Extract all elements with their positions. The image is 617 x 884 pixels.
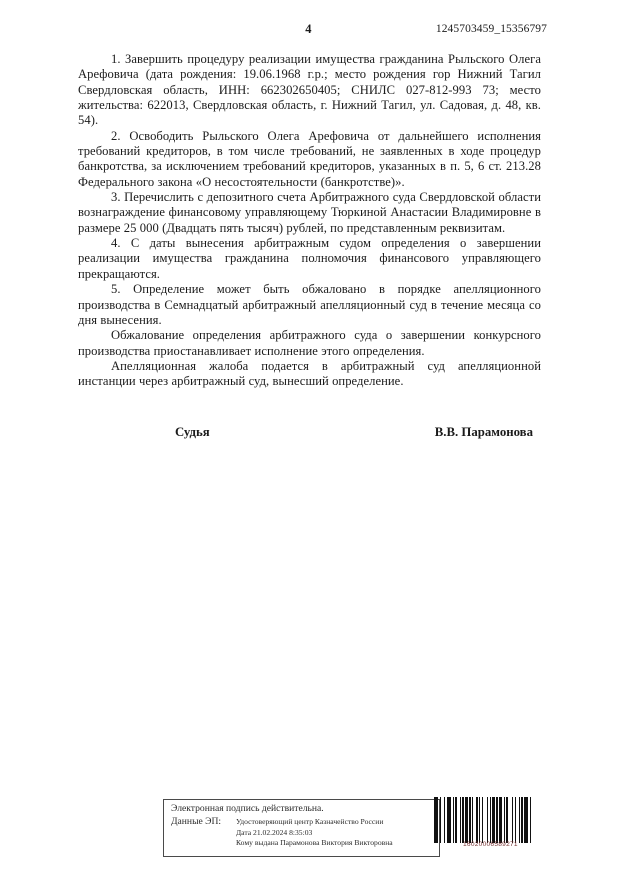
- signature-title: Судья: [175, 425, 210, 439]
- stamp-validity-text: Электронная подпись действительна.: [171, 803, 324, 814]
- paragraph-3: 3. Перечислить с депозитного счета Арбитражного суда Свердловской области вознаграждение финансовому управляющему Тюркиной Анастасии Владимировне в размере 25 000 (Двадцать пять тысяч) рублей, по представленным реквизитам.: [78, 190, 541, 235]
- stamp-issued-to: Кому выдана Парамонова Виктория Викторовна: [236, 838, 393, 848]
- signature-name: В.В. Парамонова: [434, 425, 533, 439]
- document-body: [78, 52, 541, 390]
- signature-block: [78, 425, 541, 443]
- barcode-bars: [434, 797, 544, 843]
- stamp-certificate-authority: Удостоверяющий центр Казначейство России: [236, 817, 384, 826]
- paragraph-4: 4. С даты вынесения арбитражным судом определения о завершении реализации имущества гражданина полномочия финансового управляющего прекращаются.: [78, 236, 541, 281]
- stamp-border-box: [163, 799, 440, 857]
- stamp-data-label: Данные ЭП:: [171, 816, 222, 827]
- paragraph-1: 1. Завершить процедуру реализации имущества гражданина Рыльского Олега Арефовича (дата рождения: 19.06.1968 г.р.; место рождения гор Нижний Тагил Свердловская область, ИНН: 662302650405; СНИЛС 027-812-993 73; место жительства: 622013, Свердловская область, г. Нижний Тагил, ул. Садовая, д. 48, кв. 54).: [78, 52, 541, 128]
- barcode: [434, 797, 546, 859]
- document-id: 1245703459_15356797: [435, 23, 547, 35]
- paragraph-2: 2. Освободить Рыльского Олега Арефовича от дальнейшего исполнения требований кредиторов, в том числе требований, не заявленных в ходе процедур банкротства, за исключением требований кредиторов, указанных в п. 5, 6 ст. 213.28 Федерального закона «О несостоятельности (банкротстве)».: [78, 128, 541, 189]
- stamp-details: [236, 817, 393, 849]
- paragraph-appeal-filing: Апелляционная жалоба подается в арбитражный суд апелляционной инстанции через арбитражный суд, вынесший определение.: [78, 358, 541, 389]
- paragraph-5: 5. Определение может быть обжаловано в порядке апелляционного производства в Семнадцатый арбитражный апелляционный суд в течение месяца со дня вынесения.: [78, 282, 541, 327]
- barcode-number: 16020006589271: [463, 841, 518, 848]
- page-header: [0, 22, 617, 42]
- paragraph-appeal-suspension: Обжалование определения арбитражного суда о завершении конкурсного производства приостанавливает исполнение этого определения.: [78, 328, 541, 358]
- electronic-signature-stamp: [163, 799, 543, 861]
- stamp-date: Дата 21.02.2024 8:35:03: [236, 827, 313, 837]
- page-number: 4: [305, 22, 312, 36]
